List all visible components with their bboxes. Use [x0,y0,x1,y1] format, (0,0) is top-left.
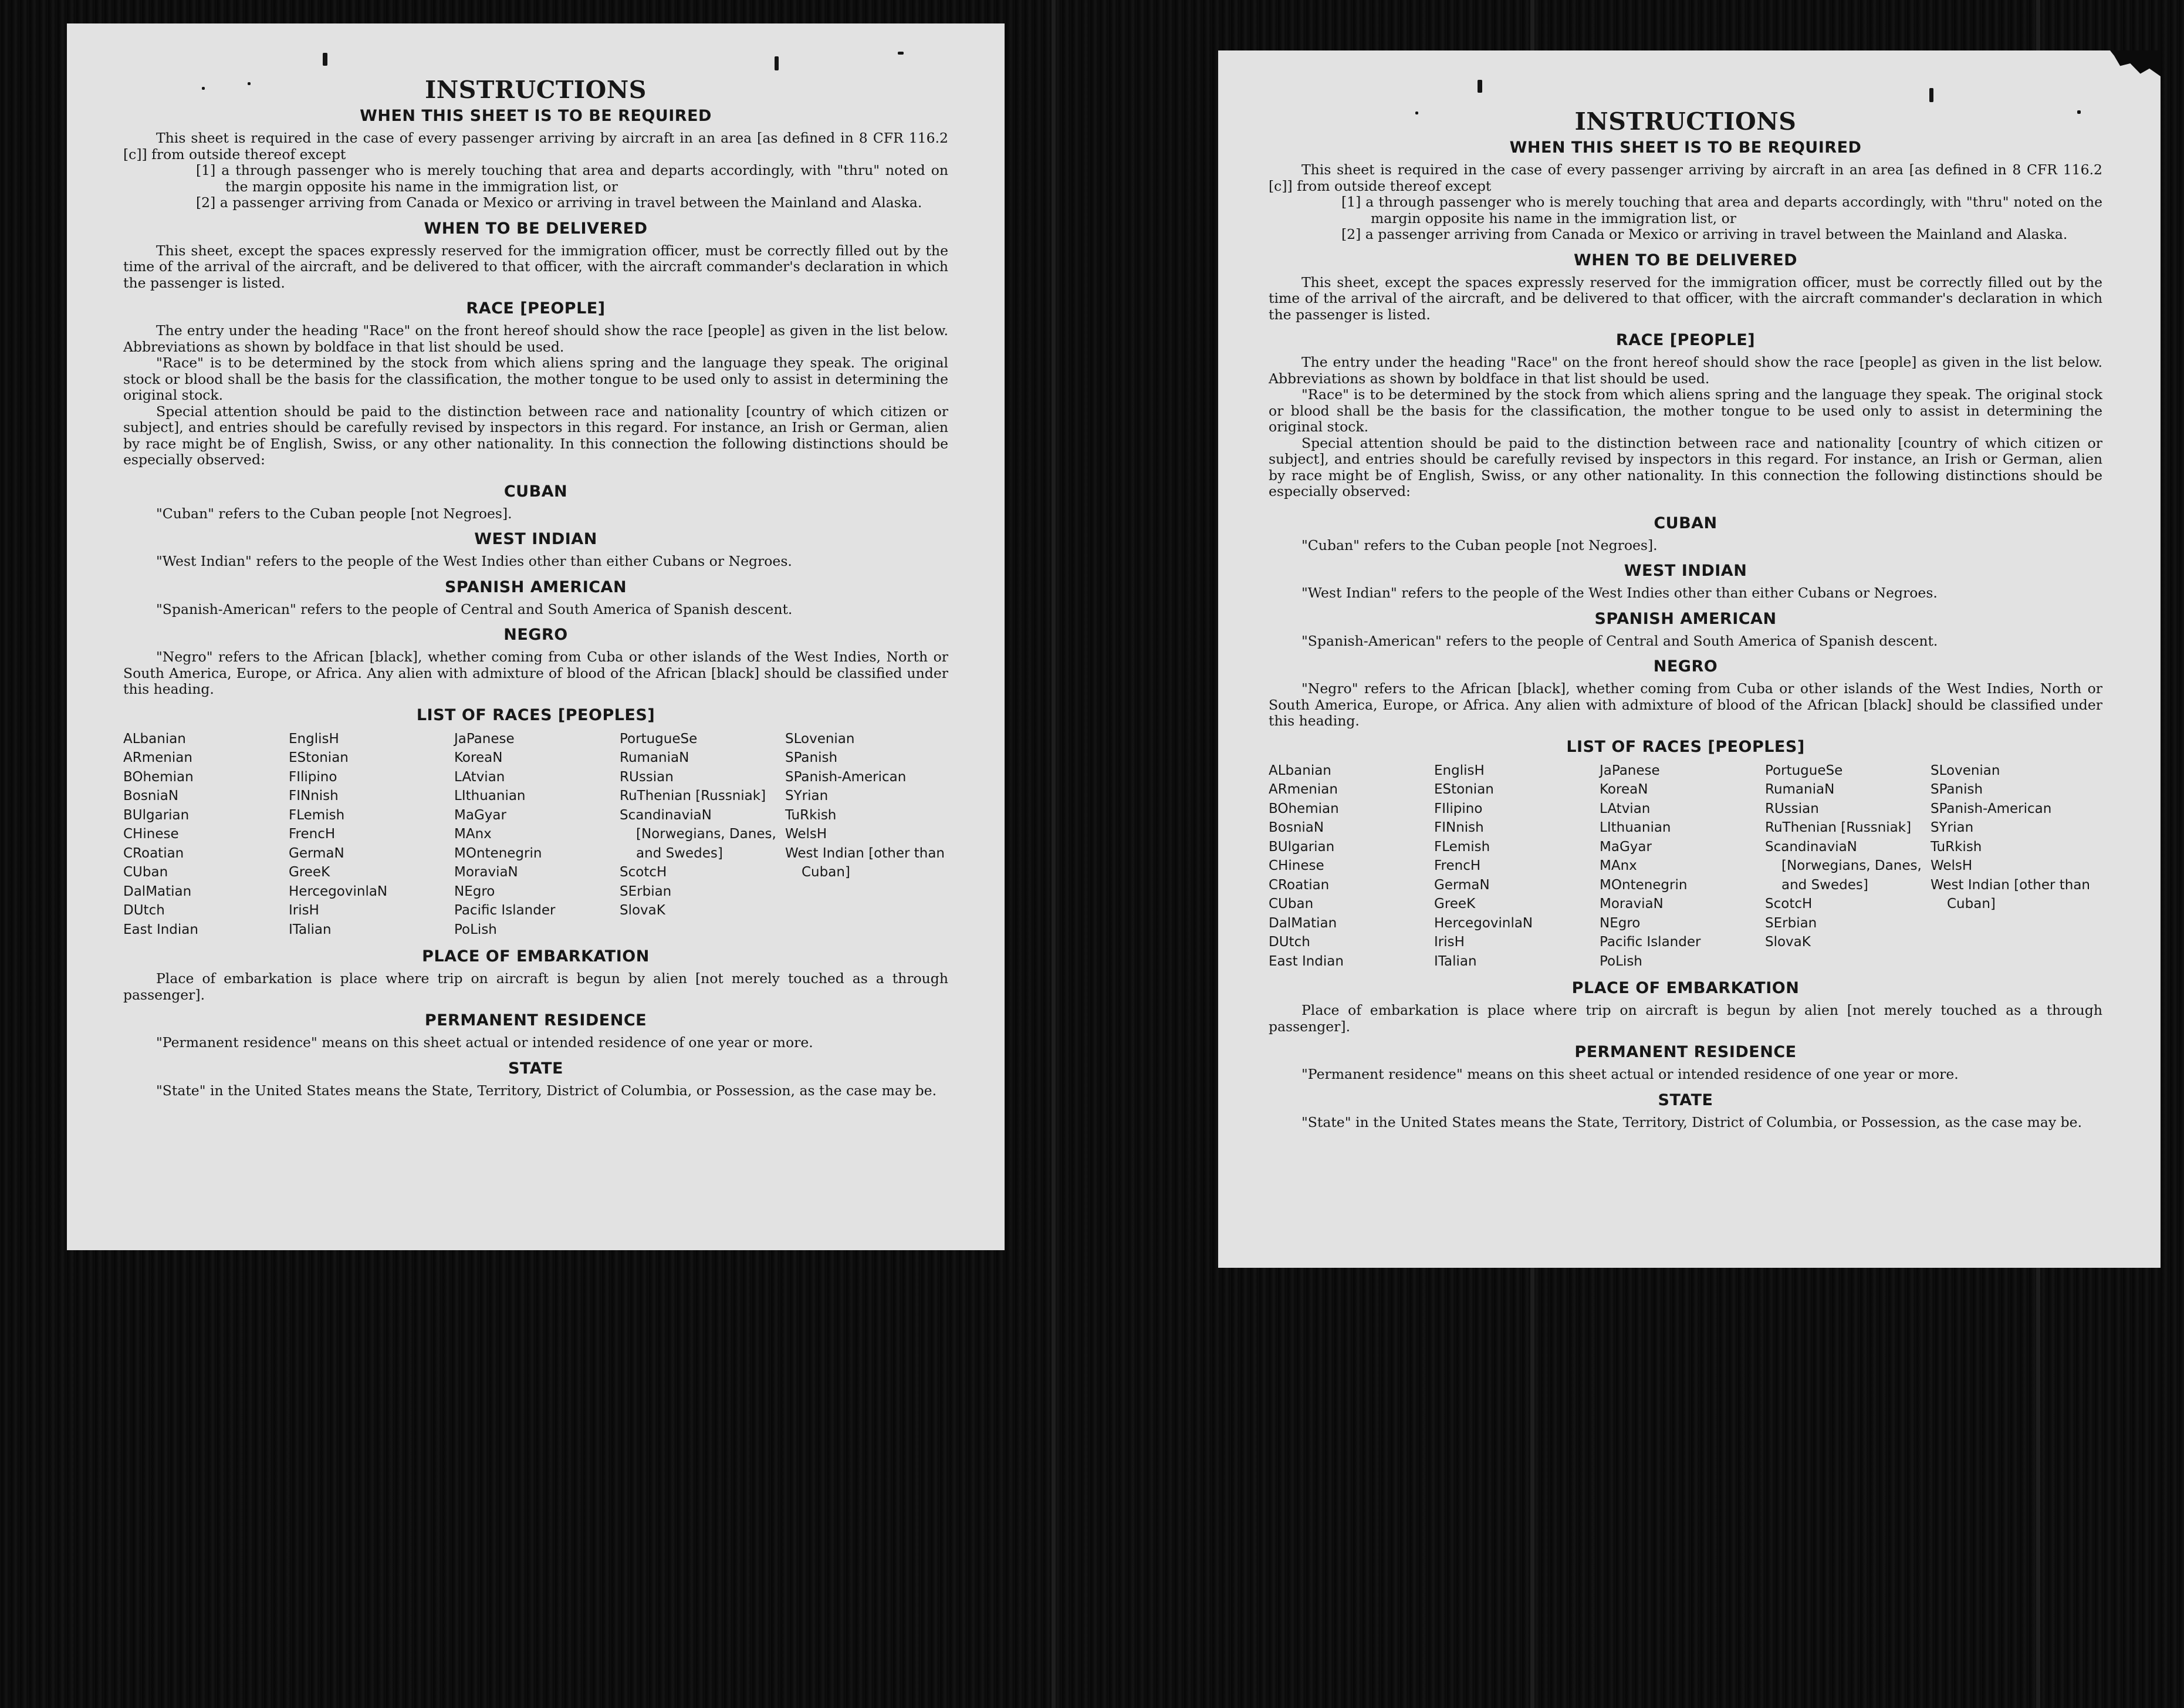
race-item: FLemish [1434,839,1490,855]
embarkation-text: Place of embarkation is place where trip on aircraft is begun by alien [not merely touched as a through passenger]. [1269,1002,2102,1035]
race-item: FrencH [289,826,336,842]
ink-speck [2077,110,2081,114]
race-item: LAtvian [454,769,505,785]
torn-corner [2110,50,2161,76]
race-item: MaGyar [1600,839,1652,855]
race-item: ITalian [289,921,332,937]
exceptions-list [1341,194,2102,243]
section-heading-negro: NEGRO [503,626,568,644]
negro-text: "Negro" refers to the African [black], whether coming from Cuba or other islands of the West Indies, North or South America, Europe, or Africa. Any alien with admixture of blood of the African [black] should be classified under this heading. [1269,680,2102,729]
race-item: ARmenian [123,750,192,765]
delivered-text: This sheet, except the spaces expressly reserved for the immigration officer, must be correctly filled out by the time of the arrival of the aircraft, and be delivered to that officer, with the aircraft commander's declaration in which the passenger is listed. [1269,274,2102,323]
race-paragraph: "Race" is to be determined by the stock from which aliens spring and the language they speak. The original stock or blood shall be the basis for the classification, the mother tongue to be used only to assist in determining the original stock. [123,355,948,403]
races-column [1434,761,1600,971]
race-item: LIthuanian [454,788,526,804]
race-item: ScotcH [620,865,667,880]
section-heading-races: LIST OF RACES [PEOPLES] [416,706,655,724]
race-item: ALbanian [123,731,186,747]
section-heading-required: WHEN THIS SHEET IS TO BE REQUIRED [1509,139,1862,157]
west-indian-text: "West Indian" refers to the people of the West Indies other than either Cubans or Negroes. [156,553,792,569]
race-item: RuThenian [Russniak] [620,788,766,804]
race-item: LAtvian [1600,801,1651,816]
race-item: CRoatian [1269,877,1330,893]
race-item: FINnish [1434,820,1484,835]
ink-speck [1478,80,1482,93]
race-item: PortugueSe [1765,762,1843,778]
race-item: EStonian [289,750,349,765]
race-paragraph: "Race" is to be determined by the stock from which aliens spring and the language they speak. The original stock or blood shall be the basis for the classification, the mother tongue to be used only to assist in determining the original stock. [1269,386,2102,435]
race-item: FIlipino [289,769,337,785]
race-item: CUban [1269,896,1314,912]
exception-item: [1] a through passenger who is merely touching that area and departs accordingly, with "thru" noted on the margin opposite his name in the immigration list, or [196,162,948,195]
races-column [1931,761,2096,971]
race-item: ALbanian [1269,762,1331,778]
ink-speck [323,53,327,66]
race-item: GermaN [289,845,344,861]
race-item: SPanish [785,750,838,765]
section-heading-required: WHEN THIS SHEET IS TO BE REQUIRED [360,107,712,125]
race-item: WelsH [1931,858,1973,873]
section-heading-state: STATE [1658,1091,1713,1109]
race-paragraph: The entry under the heading "Race" on the front hereof should show the race [people] as given in the list below. Abbreviations as shown by boldface in that list should be used. [1269,354,2102,387]
races-column [1269,761,1434,971]
state-text: "State" in the United States means the State, Territory, District of Columbia, or Possession, as the case may be. [1301,1113,2082,1130]
race-item: IrisH [289,903,319,918]
race-item: DalMatian [1269,915,1337,931]
ink-speck [898,52,904,55]
section-heading-race: RACE [PEOPLE] [1615,331,1756,349]
race-item: JaPanese [1600,762,1660,778]
race-item: Pacific Islander [454,903,556,918]
residence-text: "Permanent residence" means on this sheet actual or intended residence of one year or more. [156,1034,813,1051]
required-text: This sheet is required in the case of every passenger arriving by aircraft in an area [as defined in 8 CFR 116.2 [c]] from outside thereof except [1269,161,2102,194]
negro-text: "Negro" refers to the African [black], whether coming from Cuba or other islands of the West Indies, North or South America, Europe, or Africa. Any alien with admixture of blood of the African [black] should be classified under this heading. [123,649,948,697]
races-column [1600,761,1765,971]
race-item: ARmenian [1269,782,1338,797]
race-item: GreeK [289,865,330,880]
race-item: LIthuanian [1600,820,1671,835]
instruction-sheet-left [67,23,1005,1250]
race-item: West Indian [other than Cuban] [1931,877,2091,912]
race-item: RumaniaN [620,750,689,765]
exception-item: [2] a passenger arriving from Canada or Mexico or arriving in travel between the Mainland and Alaska. [196,194,922,211]
race-item: FIlipino [1434,801,1483,816]
race-item: HercegovinlaN [1434,915,1533,931]
race-item: MoraviaN [454,865,518,880]
race-item: HercegovinlaN [289,883,388,899]
race-item: FrencH [1434,858,1481,873]
section-heading-cuban: CUBAN [1654,514,1718,532]
required-text: This sheet is required in the case of every passenger arriving by aircraft in an area [as defined in 8 CFR 116.2 [c]] from outside thereof except [123,130,948,163]
page-title: INSTRUCTIONS [1574,107,1797,136]
race-item: East Indian [123,921,198,937]
race-item: MoraviaN [1600,896,1664,912]
race-item: PoLish [1600,953,1642,969]
section-heading-delivered: WHEN TO BE DELIVERED [1573,251,1798,269]
race-item: CRoatian [123,845,184,861]
race-item: TuRkish [785,807,837,823]
race-item: RuThenian [Russniak] [1765,820,1912,835]
races-column [289,730,454,940]
race-item: MOntenegrin [454,845,542,861]
race-item: RUssian [620,769,674,785]
west-indian-text: "West Indian" refers to the people of the West Indies other than either Cubans or Negroes. [1301,585,1938,601]
races-list [1269,761,2102,971]
section-heading-embarkation: PLACE OF EMBARKATION [422,947,650,966]
race-item: MAnx [454,826,492,842]
instruction-sheet-right [1218,50,2161,1268]
race-item: MaGyar [454,807,506,823]
races-column [454,730,620,940]
race-item: SlovaK [1765,934,1811,950]
race-item: NEgro [454,883,495,899]
section-heading-residence: PERMANENT RESIDENCE [1574,1043,1797,1061]
ink-speck [202,87,205,90]
race-paragraph: The entry under the heading "Race" on the front hereof should show the race [people] as given in the list below. Abbreviations as shown by boldface in that list should be used. [123,322,948,355]
race-item: DalMatian [123,883,192,899]
race-item: MOntenegrin [1600,877,1688,893]
race-item: TuRkish [1931,839,1982,855]
race-item: ITalian [1434,953,1477,969]
race-item: BOhemian [123,769,194,785]
section-heading-state: STATE [508,1059,563,1078]
spanish-american-text: "Spanish-American" refers to the people of Central and South America of Spanish descent. [156,600,793,617]
race-item: EnglisH [1434,762,1485,778]
race-item: SPanish [1931,782,1983,797]
race-item: BUlgarian [123,807,190,823]
section-heading-spanish-american: SPANISH AMERICAN [444,578,627,596]
spanish-american-text: "Spanish-American" refers to the people of Central and South America of Spanish descent. [1301,632,1938,649]
race-item: CHinese [1269,858,1324,873]
state-text: "State" in the United States means the State, Territory, District of Columbia, or Possession, as the case may be. [156,1082,937,1099]
race-item: NEgro [1600,915,1641,931]
race-item: East Indian [1269,953,1344,969]
race-item: GermaN [1434,877,1490,893]
race-item: FINnish [289,788,339,804]
race-item: IrisH [1434,934,1465,950]
section-heading-west-indian: WEST INDIAN [1624,562,1747,580]
exception-item: [1] a through passenger who is merely touching that area and departs accordingly, with "thru" noted on the margin opposite his name in the immigration list, or [1341,194,2102,227]
race-item: BOhemian [1269,801,1339,816]
race-item: SPanish-American [785,769,907,785]
race-item: BUlgarian [1269,839,1335,855]
race-item: EnglisH [289,731,339,747]
race-item: KoreaN [454,750,503,765]
races-column [1765,761,1931,971]
race-item: SlovaK [620,903,665,918]
race-item: WelsH [785,826,827,842]
race-item: ScandinaviaN [Norwegians, Danes, and Swedes] [620,807,776,861]
ink-speck [248,82,251,85]
race-item: ScotcH [1765,896,1813,912]
race-item: CHinese [123,826,179,842]
races-list [123,730,948,940]
race-item: SPanish-American [1931,801,2052,816]
exception-item: [2] a passenger arriving from Canada or Mexico or arriving in travel between the Mainland and Alaska. [1341,226,2068,242]
embarkation-text: Place of embarkation is place where trip on aircraft is begun by alien [not merely touched as a through passenger]. [123,970,948,1003]
race-item: SYrian [785,788,829,804]
ink-speck [775,56,779,70]
race-item: GreeK [1434,896,1476,912]
race-item: West Indian [other than Cuban] [785,845,945,880]
section-heading-delivered: WHEN TO BE DELIVERED [424,219,648,238]
section-heading-spanish-american: SPANISH AMERICAN [1594,609,1777,628]
ink-speck [1929,88,1933,102]
race-paragraph: Special attention should be paid to the distinction between race and nationality [country of which citizen or subject], and entries should be carefully revised by inspectors in this regard. For instance, an Irish or German, alien by race might be of English, Swiss, or any other nationality. In this connection the following distinctions should be especially observed: [1269,434,2102,499]
section-heading-embarkation: PLACE OF EMBARKATION [1571,979,1800,997]
film-seam [1052,0,1056,1708]
section-heading-cuban: CUBAN [503,482,568,501]
section-heading-race: RACE [PEOPLE] [466,299,606,318]
cuban-text: "Cuban" refers to the Cuban people [not Negroes]. [156,505,512,522]
races-column [620,730,785,940]
section-heading-residence: PERMANENT RESIDENCE [424,1011,647,1029]
race-item: ScandinaviaN [Norwegians, Danes, and Swedes] [1765,839,1922,893]
delivered-text: This sheet, except the spaces expressly reserved for the immigration officer, must be correctly filled out by the time of the arrival of the aircraft, and be delivered to that officer, with the aircraft commander's declaration in which the passenger is listed. [123,242,948,291]
race-item: JaPanese [454,731,515,747]
race-item: BosniaN [123,788,179,804]
race-paragraph: Special attention should be paid to the distinction between race and nationality [country of which citizen or subject], and entries should be carefully revised by inspectors in this regard. For instance, an Irish or German, alien by race might be of English, Swiss, or any other nationality. In this connection the following distinctions should be especially observed: [123,403,948,468]
ink-speck [1415,112,1418,114]
race-item: DUtch [1269,934,1310,950]
race-item: PortugueSe [620,731,698,747]
race-item: RUssian [1765,801,1819,816]
race-item: Pacific Islander [1600,934,1701,950]
race-item: SLovenian [1931,762,2000,778]
race-item: SErbian [620,883,672,899]
race-item: EStonian [1434,782,1494,797]
race-item: FLemish [289,807,345,823]
races-column [785,730,951,940]
race-item: MAnx [1600,858,1637,873]
cuban-text: "Cuban" refers to the Cuban people [not Negroes]. [1301,536,1658,553]
section-heading-negro: NEGRO [1653,657,1718,676]
exceptions-list [196,163,948,211]
residence-text: "Permanent residence" means on this sheet actual or intended residence of one year or more. [1301,1066,1959,1082]
section-heading-west-indian: WEST INDIAN [474,530,597,548]
race-item: PoLish [454,921,497,937]
race-item: SYrian [1931,820,1974,835]
races-column [123,730,289,940]
race-item: BosniaN [1269,820,1324,835]
race-item: RumaniaN [1765,782,1835,797]
page-title: INSTRUCTIONS [425,76,647,104]
race-item: DUtch [123,903,165,918]
race-item: SErbian [1765,915,1817,931]
race-item: SLovenian [785,731,855,747]
section-heading-races: LIST OF RACES [PEOPLES] [1566,737,1805,756]
race-item: KoreaN [1600,782,1648,797]
race-item: CUban [123,865,168,880]
